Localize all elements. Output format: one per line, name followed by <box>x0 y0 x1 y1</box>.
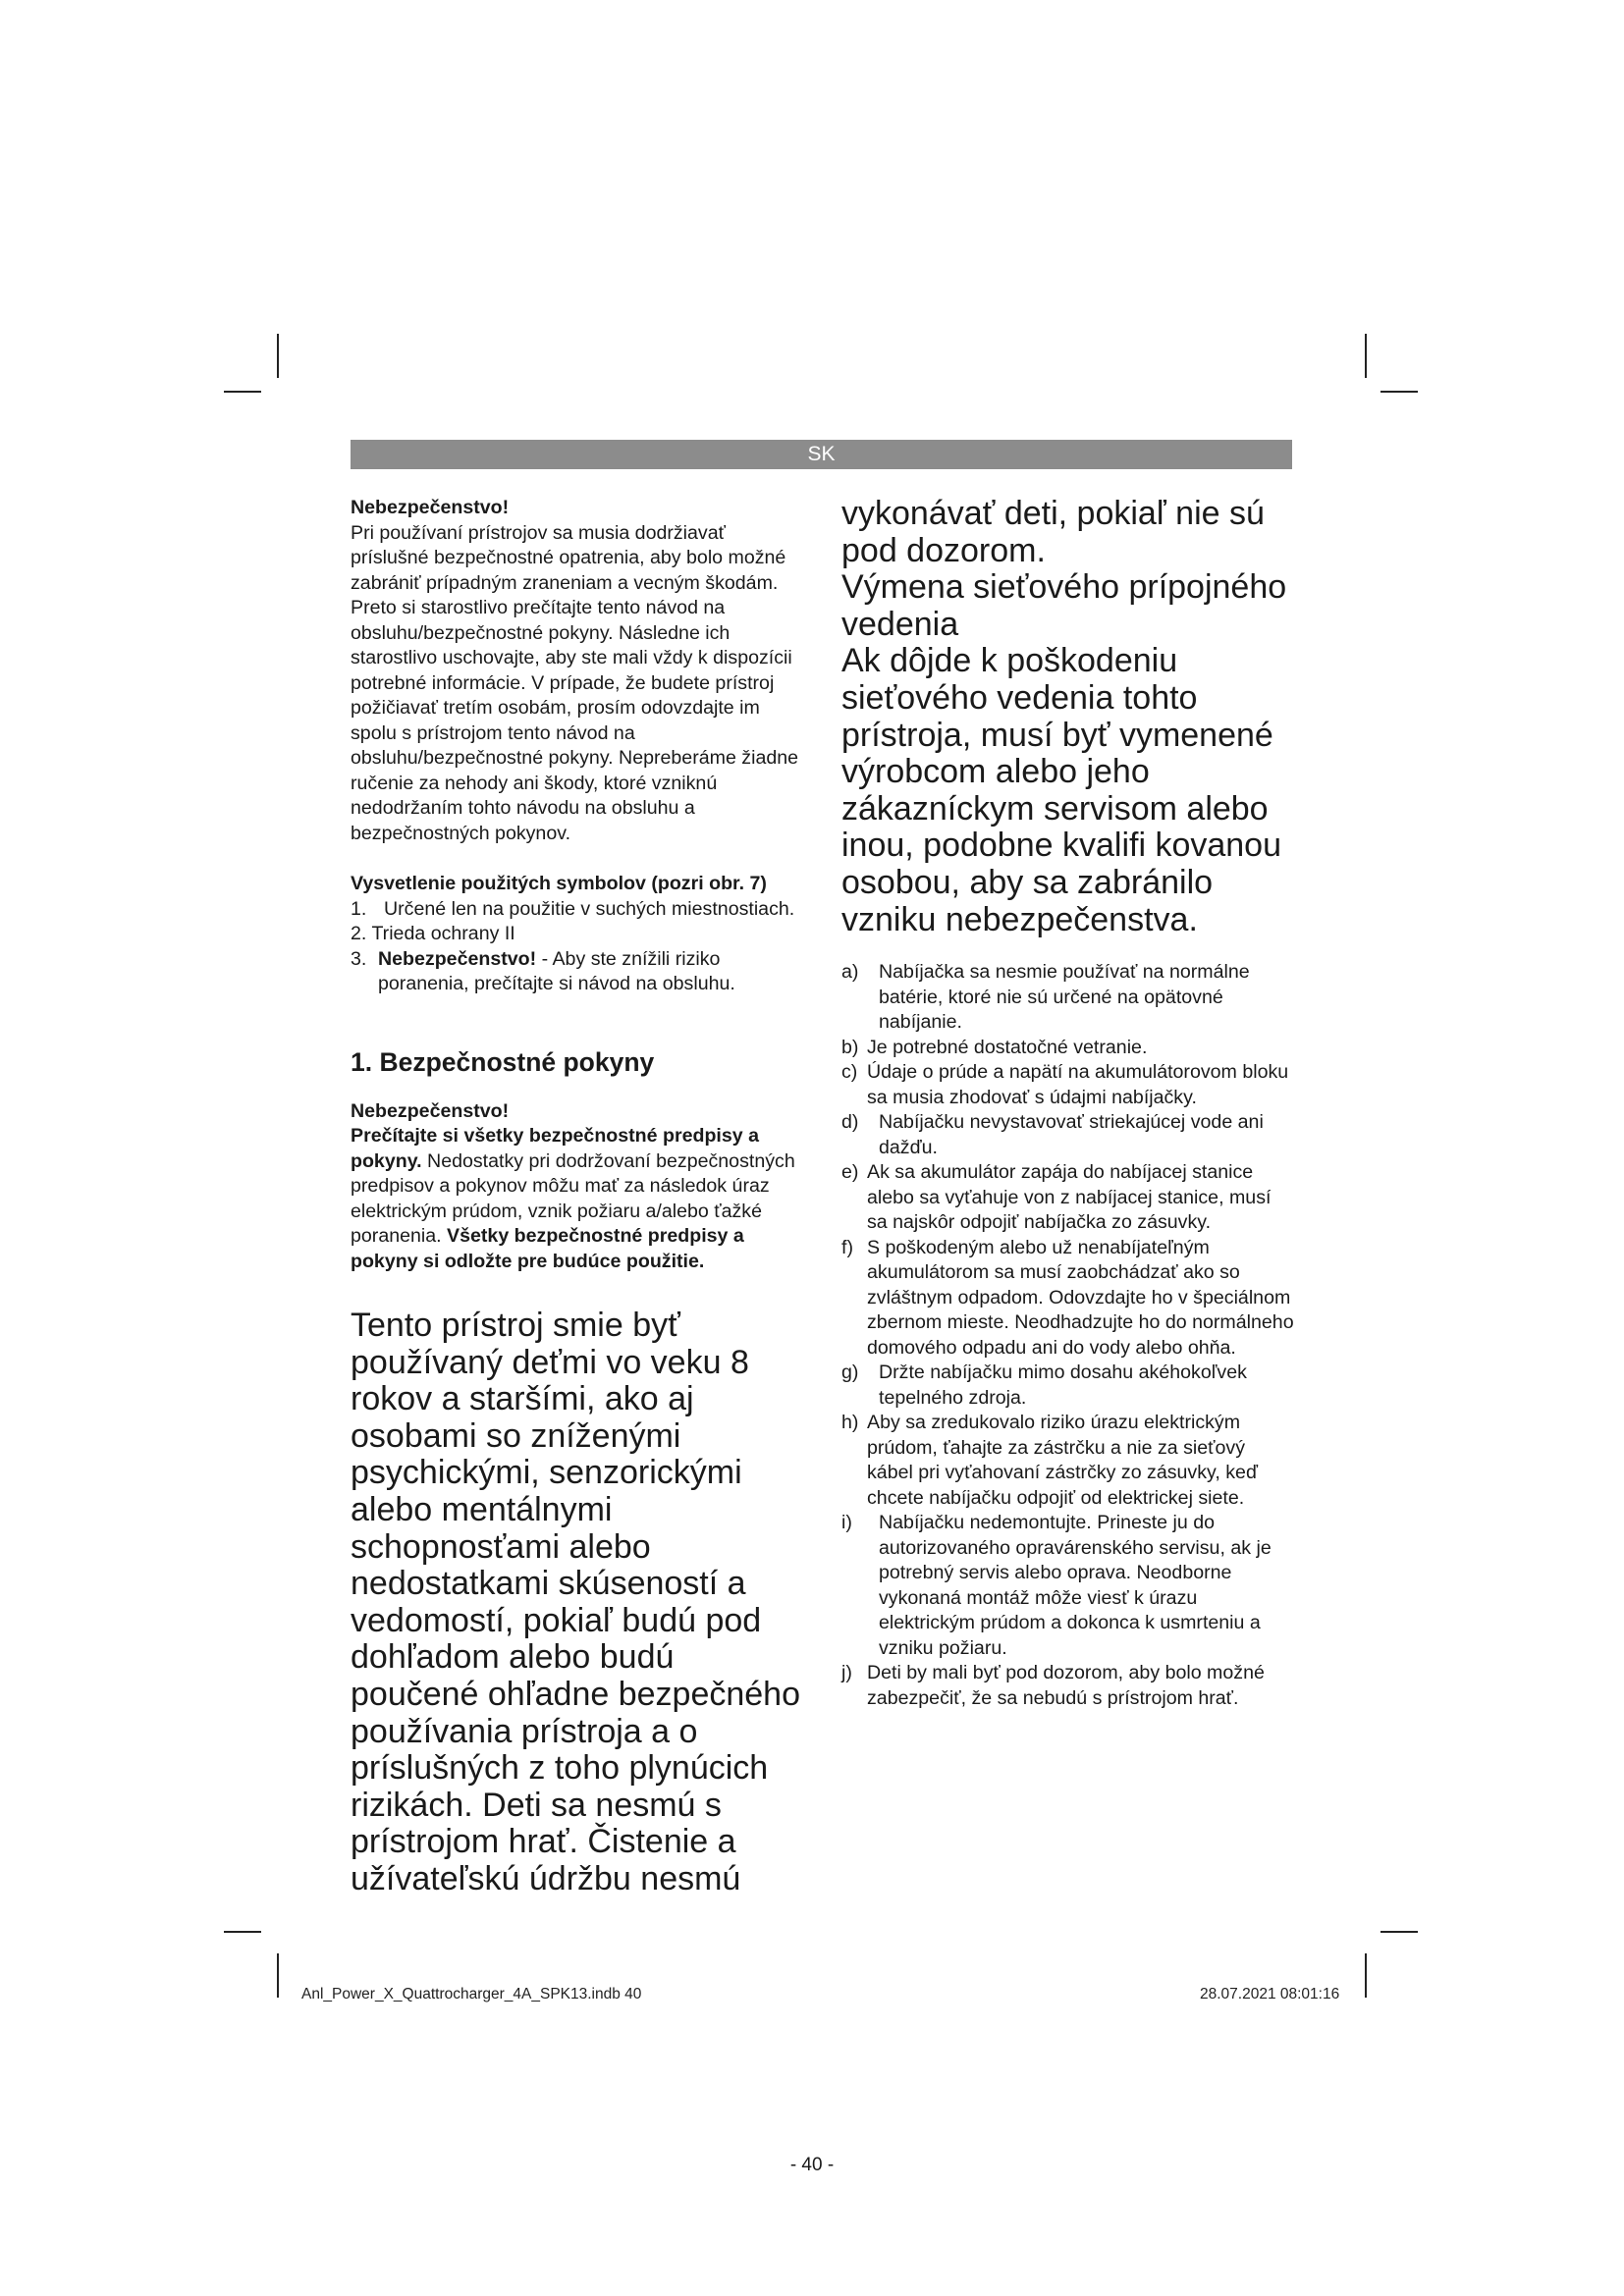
list-item <box>351 922 804 947</box>
list-text: Trieda ochrany II <box>371 923 515 944</box>
list-number: 1. <box>351 897 367 920</box>
list-label: d) <box>841 1111 859 1134</box>
list-text: Nabíjačku nevystavovať striekajúcej vode ani dažďu. <box>879 1111 1264 1158</box>
list-item <box>841 1361 1296 1411</box>
list-text: Je potrebné dostatočné vetranie. <box>867 1036 1148 1058</box>
list-item <box>841 1110 1296 1160</box>
symbols-list <box>351 897 804 997</box>
list-item <box>841 1661 1296 1711</box>
danger-paragraph-2 <box>351 1124 804 1274</box>
large-notice-text: Tento prístroj smie byť používaný deťmi vo veku 8 rokov a staršími, ako aj osobami so zníženými psychickými, senzorickými alebo mentálnymi schopnosťami alebo nedostatkami skúseností a vedomostí, pokiaľ budú pod dohľadom alebo budú poučené ohľadne bezpečného používania prístroja a o príslušných z toho plynúcich rizikách. Deti sa nesmú s prístrojom hrať. Čistenie a užívateľskú údržbu nesmú <box>351 1307 800 1897</box>
list-label: h) <box>841 1412 859 1434</box>
large-notice-text-2: Ak dôjde k poškodeniu sieťového vedenia tohto prístroja, musí byť vymenené výrobcom alebo jeho zákazníckym servisom alebo inou, podobne kvalifi kovanou osobou, aby sa zabránilo vzniku nebezpečenstva. <box>841 642 1281 938</box>
list-text: Nabíjačku nedemontujte. Prineste ju do autorizovaného opravárenského servisu, ak je potrebný servis alebo oprava. Neodborne vykonaná montáž môže viesť k úrazu elektrickým prúdom a dokonca k usmrteniu a vzniku požiaru. <box>879 1512 1272 1659</box>
symbols-heading: Vysvetlenie použitých symbolov (pozri obr. 7) <box>351 873 767 894</box>
list-text: Deti by mali byť pod dozorom, aby bolo možné zabezpečiť, že sa nebudú s prístrojom hrať. <box>867 1662 1265 1709</box>
list-item <box>841 1236 1296 1362</box>
footer-filename: Anl_Power_X_Quattrocharger_4A_SPK13.indb 40 <box>301 1986 642 2002</box>
list-label: j) <box>841 1662 852 1684</box>
list-text: Nabíjačka sa nesmie používať na normálne batérie, ktoré nie sú určené na opätovné nabíjanie. <box>879 961 1250 1034</box>
crop-mark <box>1380 1931 1418 1933</box>
list-text: Aby sa zredukovalo riziko úrazu elektrickým prúdom, ťahajte za zástrčku a nie za sieťový kábel pri vyťahovaní zástrčky zo zásuvky, keď chcete nabíjačku odpojiť od elektrickej siete. <box>867 1412 1258 1509</box>
list-text: Držte nabíjačku mimo dosahu akéhokoľvek tepelného zdroja. <box>879 1362 1247 1409</box>
crop-mark <box>277 1953 279 1998</box>
list-label: a) <box>841 961 859 984</box>
page-number: - 40 - <box>789 2155 835 2175</box>
language-header-bar <box>351 440 1292 469</box>
crop-mark <box>1380 391 1418 393</box>
list-label: b) <box>841 1036 859 1058</box>
right-column <box>841 496 1296 1711</box>
danger-heading-2: Nebezpečenstvo! <box>351 1099 510 1122</box>
list-label: c) <box>841 1061 858 1084</box>
danger-paragraph: Pri používaní prístrojov sa musia dodržiavať príslušné bezpečnostné opatrenia, aby bolo možné zabrániť prípadným zraneniam a vecným škodám. Preto si starostlivo prečítajte tento návod na obsluhu/bezpečnostné pokyny. Následne ich starostlivo uschovajte, aby ste mali vždy k dispozícii potrebné informácie. V prípade, že budete prístroj požičiavať tretím osobám, prosím odovzdajte im spolu s prístrojom tento návod na obsluhu/bezpečnostné pokyny. Nepreberáme žiadne ručenie za nehody ani škody, ktoré vzniknú nedodržaním tohto návodu na obsluhu a bezpečnostných pokynov. <box>351 521 799 844</box>
safety-items-list <box>841 960 1296 1711</box>
large-notice-continuation: vykonávať deti, pokiaľ nie sú pod dozorom. <box>841 495 1265 569</box>
list-item <box>841 1160 1296 1236</box>
bold-text: Prečítajte si všetky bezpečnostné predpisy a pokyny. <box>351 1125 760 1172</box>
crop-mark <box>1365 334 1367 378</box>
list-number: 3. <box>351 947 367 970</box>
list-bold-text: Nebezpečenstvo! <box>378 947 537 970</box>
crop-mark <box>1365 1953 1367 1998</box>
bold-text: Všetky bezpečnostné predpisy a pokyny si odložte pre budúce použitie. <box>351 1225 744 1272</box>
body-text: Nedostatky pri dodržovaní bezpečnostných predpisov a pokynov môžu mať za následok úraz elektrickým prúdom, vznik požiaru a/alebo ťažké poranenia. <box>351 1149 795 1247</box>
footer-datetime: 28.07.2021 08:01:16 <box>1200 1986 1340 2002</box>
list-label: e) <box>841 1161 859 1184</box>
list-text: Údaje o prúde a napätí na akumulátorovom bloku sa musia zhodovať s údajmi nabíjačky. <box>867 1061 1289 1108</box>
list-item <box>351 947 804 997</box>
left-column <box>351 496 804 1898</box>
danger-heading: Nebezpečenstvo! <box>351 497 510 518</box>
crop-mark <box>277 334 279 378</box>
list-text: Ak sa akumulátor zapája do nabíjacej stanice alebo sa vyťahuje von z nabíjacej stanice, musí sa najskôr odpojiť nabíjačka zo zásuvky. <box>867 1161 1272 1234</box>
list-text: S poškodeným alebo už nenabíjateľným akumulátorom sa musí zaobchádzať ako so zvláštnym odpadom. Odovzdajte ho v špeciálnom zbernom mieste. Neodhadzujte ho do normálneho domového odpadu ani do vody alebo ohňa. <box>867 1236 1294 1359</box>
list-label: i) <box>841 1512 852 1534</box>
list-label: g) <box>841 1362 859 1384</box>
list-item <box>841 1511 1296 1661</box>
list-item <box>841 1036 1296 1061</box>
list-item <box>351 897 804 923</box>
list-label: f) <box>841 1236 853 1258</box>
crop-mark <box>224 391 261 393</box>
list-text: Určené len na použitie v suchých miestnostiach. <box>384 897 795 920</box>
list-text: - Aby ste znížili riziko poranenia, prečítajte si návod na obsluhu. <box>378 947 735 994</box>
language-code: SK <box>807 443 836 465</box>
list-number: 2. <box>351 923 367 944</box>
section-title: 1. Bezpečnostné pokyny <box>351 1046 655 1077</box>
large-heading: Výmena sieťového prípojného vedenia <box>841 568 1287 643</box>
crop-mark <box>224 1931 261 1933</box>
list-item <box>841 960 1296 1036</box>
list-item <box>841 1411 1296 1511</box>
list-item <box>841 1060 1296 1110</box>
